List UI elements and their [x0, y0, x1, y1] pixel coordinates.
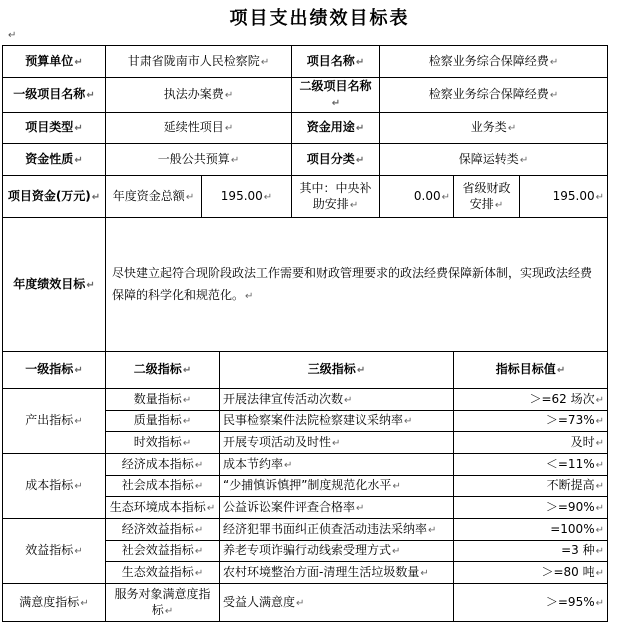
level2-cell: 经济成本指标↵ — [106, 454, 220, 476]
level2-project-value: 检察业务综合保障经费↵ — [380, 78, 608, 113]
paragraph-mark-icon: ↵ — [74, 416, 83, 427]
performance-goal-table — [2, 45, 608, 622]
paragraph-mark-icon: ↵ — [74, 123, 83, 134]
paragraph-mark-icon: ↵ — [595, 481, 604, 492]
paragraph-mark-icon: ↵ — [595, 502, 604, 514]
paragraph-mark-icon: ↵ — [356, 502, 365, 514]
indicator-header-row — [3, 352, 608, 389]
level3-cell: 农村环境整治方面-清理生活垃圾数量↵ — [220, 562, 454, 584]
paragraph-mark-icon: ↵ — [206, 502, 216, 514]
level3-cell: 经济犯罪书面纠正侦查活动违法采纳率↵ — [220, 519, 454, 541]
paragraph-mark-icon: ↵ — [355, 56, 365, 68]
fund-nature-value: 一般公共预算↵ — [106, 144, 292, 176]
paragraph-mark-icon: ↵ — [194, 481, 204, 492]
paragraph-mark-icon: ↵ — [263, 191, 273, 203]
target-cell: ＜=11%↵ — [454, 454, 608, 476]
paragraph-mark-icon: ↵ — [420, 567, 429, 579]
paragraph-mark-icon: ↵ — [404, 416, 413, 427]
paragraph-mark-icon: ↵ — [507, 123, 517, 134]
benefit-indicator-label: 效益指标↵ — [3, 519, 106, 584]
row-budget-unit — [3, 46, 608, 78]
paragraph-mark-icon: ↵ — [595, 394, 604, 406]
paragraph-mark-icon: ↵ — [355, 154, 365, 166]
target-cell: ＞=95%↵ — [454, 584, 608, 622]
paragraph-mark-icon: ↵ — [86, 90, 95, 101]
annual-total-label: 年度资金总额↵ — [106, 176, 202, 218]
header-target: 指标目标值↵ — [454, 352, 608, 389]
project-class-value: 保障运转类↵ — [380, 144, 608, 176]
table-row — [3, 389, 608, 411]
paragraph-mark-icon: ↵ — [185, 191, 195, 203]
level2-project-label: 二级项目名称↵ — [292, 78, 380, 113]
level2-cell: 服务对象满意度指标↵ — [106, 584, 220, 622]
project-type-value: 延续性项目↵ — [106, 113, 292, 144]
paragraph-mark-icon: ↵ — [392, 546, 401, 557]
paragraph-mark-icon: ↵ — [91, 191, 101, 203]
fund-use-value: 业务类↵ — [380, 113, 608, 144]
paragraph-mark-icon: ↵ — [182, 416, 192, 427]
paragraph-mark-icon: ↵ — [344, 394, 353, 406]
target-cell: =100%↵ — [454, 519, 608, 541]
paragraph-mark-icon: ↵ — [86, 279, 95, 291]
paragraph-mark-icon: ↵ — [595, 524, 604, 536]
level3-cell: 开展法律宣传活动次数↵ — [220, 389, 454, 411]
paragraph-mark-icon: ↵ — [224, 123, 234, 134]
budget-unit-value: 甘肃省陇南市人民检察院↵ — [106, 46, 292, 78]
paragraph-mark-icon: ↵ — [182, 437, 192, 449]
level3-cell: “少捕慎诉慎押”制度规范化水平↵ — [220, 476, 454, 497]
level2-cell: 时效指标↵ — [106, 432, 220, 454]
target-cell: 及时↵ — [454, 432, 608, 454]
paragraph-mark-icon: ↵ — [260, 56, 270, 68]
page-title: 项目支出绩效目标表 — [229, 8, 410, 29]
paragraph-mark-icon: ↵ — [332, 437, 341, 449]
annual-total-value: 195.00↵ — [202, 176, 292, 218]
paragraph-mark-icon: ↵ — [74, 365, 83, 376]
row-fund-nature — [3, 144, 608, 176]
paragraph-mark-icon: ↵ — [164, 605, 174, 617]
cost-indicator-label: 成本指标↵ — [3, 454, 106, 519]
paragraph-mark-icon: ↵ — [194, 459, 204, 471]
paragraph-mark-icon: ↵ — [349, 199, 359, 211]
paragraph-mark-icon: ↵ — [549, 56, 559, 68]
level1-project-label: 一级项目名称↵ — [3, 78, 106, 113]
paragraph-mark-icon: ↵ — [74, 481, 83, 492]
paragraph-mark-icon: ↵ — [284, 459, 293, 471]
table-row — [3, 584, 608, 622]
level2-cell: 数量指标↵ — [106, 389, 220, 411]
paragraph-mark-icon: ↵ — [194, 524, 204, 536]
budget-unit-label: 预算单位↵ — [3, 46, 106, 78]
header-level2: 二级指标↵ — [106, 352, 220, 389]
paragraph-mark-icon: ↵ — [392, 481, 401, 492]
level2-cell: 生态效益指标↵ — [106, 562, 220, 584]
row-funds — [3, 176, 608, 218]
paragraph-mark-icon: ↵ — [556, 365, 566, 376]
paragraph-mark-icon: ↵ — [224, 90, 234, 101]
target-cell: 不断提高↵ — [454, 476, 608, 497]
project-name-value: 检察业务综合保障经费↵ — [380, 46, 608, 78]
paragraph-mark-icon: ↵ — [80, 597, 89, 609]
project-name-label: 项目名称↵ — [292, 46, 380, 78]
satisfaction-indicator-label: 满意度指标↵ — [3, 584, 106, 622]
table-row — [3, 519, 608, 541]
paragraph-mark-icon: ↵ — [331, 98, 341, 109]
level2-cell: 社会效益指标↵ — [106, 541, 220, 562]
paragraph-mark-icon: ↵ — [595, 459, 604, 471]
paragraph-mark-icon: ↵ — [356, 365, 366, 376]
central-subsidy-label: 其中：中央补助安排↵ — [292, 176, 380, 218]
annual-goal-label: 年度绩效目标↵ — [3, 218, 106, 352]
paragraph-mark-icon: ↵ — [74, 546, 83, 557]
paragraph-mark-icon: ↵ — [182, 365, 192, 376]
project-class-label: 项目分类↵ — [292, 144, 380, 176]
paragraph-mark-icon: ↵ — [595, 597, 604, 609]
row-annual-goal — [3, 218, 608, 352]
paragraph-mark-icon: ↵ — [74, 56, 83, 68]
paragraph-mark-icon: ↵ — [494, 199, 504, 211]
paragraph-mark-icon: ↵ — [595, 567, 604, 579]
paragraph-mark-icon: ↵ — [428, 524, 437, 536]
provincial-label: 省级财政安排↵ — [454, 176, 520, 218]
level3-cell: 公益诉讼案件评查合格率↵ — [220, 497, 454, 519]
paragraph-mark-icon: ↵ — [595, 546, 604, 557]
target-cell: ＞=90%↵ — [454, 497, 608, 519]
target-cell: ＞=62 场次↵ — [454, 389, 608, 411]
paragraph-mark-icon: ↵ — [74, 154, 83, 166]
level2-cell: 经济效益指标↵ — [106, 519, 220, 541]
level1-project-value: 执法办案费↵ — [106, 78, 292, 113]
target-cell: =3 种↵ — [454, 541, 608, 562]
paragraph-mark-icon: ↵ — [519, 154, 529, 166]
paragraph-mark-icon: ↵ — [182, 394, 192, 406]
row-project-type — [3, 113, 608, 144]
header-level3: 三级指标↵ — [220, 352, 454, 389]
paragraph-mark-icon: ↵ — [355, 123, 365, 134]
level3-cell: 受益人满意度↵ — [220, 584, 454, 622]
level3-cell: 养老专项诈骗行动线索受理方式↵ — [220, 541, 454, 562]
paragraph-mark-icon: ↵ — [595, 191, 604, 203]
paragraph-mark-icon: ↵ — [595, 416, 604, 427]
table-row — [3, 454, 608, 476]
target-cell: ＞=73%↵ — [454, 411, 608, 432]
level2-cell: 社会成本指标↵ — [106, 476, 220, 497]
level3-cell: 民事检察案件法院检察建议采纳率↵ — [220, 411, 454, 432]
paragraph-mark-icon: ↵ — [296, 597, 305, 609]
paragraph-mark-icon: ↵ — [549, 90, 559, 101]
target-cell: ＞=80 吨↵ — [454, 562, 608, 584]
fund-use-label: 资金用途↵ — [292, 113, 380, 144]
annual-goal-text: 尽快建立起符合现阶段政法工作需要和财政管理要求的政法经费保障新体制，实现政法经费保障的科学化和规范化。↵ — [106, 218, 608, 352]
output-indicator-label: 产出指标↵ — [3, 389, 106, 454]
paragraph-mark-icon: ↵ — [194, 546, 204, 557]
row-level1-project — [3, 78, 608, 113]
header-level1: 一级指标↵ — [3, 352, 106, 389]
paragraph-mark-icon: ↵ — [595, 437, 604, 449]
level3-cell: 开展专项活动及时性↵ — [220, 432, 454, 454]
project-type-label: 项目类型↵ — [3, 113, 106, 144]
funds-label: 项目资金(万元)↵ — [3, 176, 106, 218]
level2-cell: 生态环境成本指标↵ — [106, 497, 220, 519]
paragraph-mark-icon: ↵ — [194, 567, 204, 579]
paragraph-mark-icon: ↵ — [230, 154, 240, 166]
central-subsidy-value: 0.00↵ — [380, 176, 454, 218]
level2-cell: 质量指标↵ — [106, 411, 220, 432]
level3-cell: 成本节约率↵ — [220, 454, 454, 476]
paragraph-mark-icon: ↵ — [8, 30, 17, 41]
provincial-value: 195.00↵ — [520, 176, 608, 218]
paragraph-mark-icon: ↵ — [245, 290, 254, 302]
paragraph-mark-icon: ↵ — [441, 191, 450, 203]
fund-nature-label: 资金性质↵ — [3, 144, 106, 176]
